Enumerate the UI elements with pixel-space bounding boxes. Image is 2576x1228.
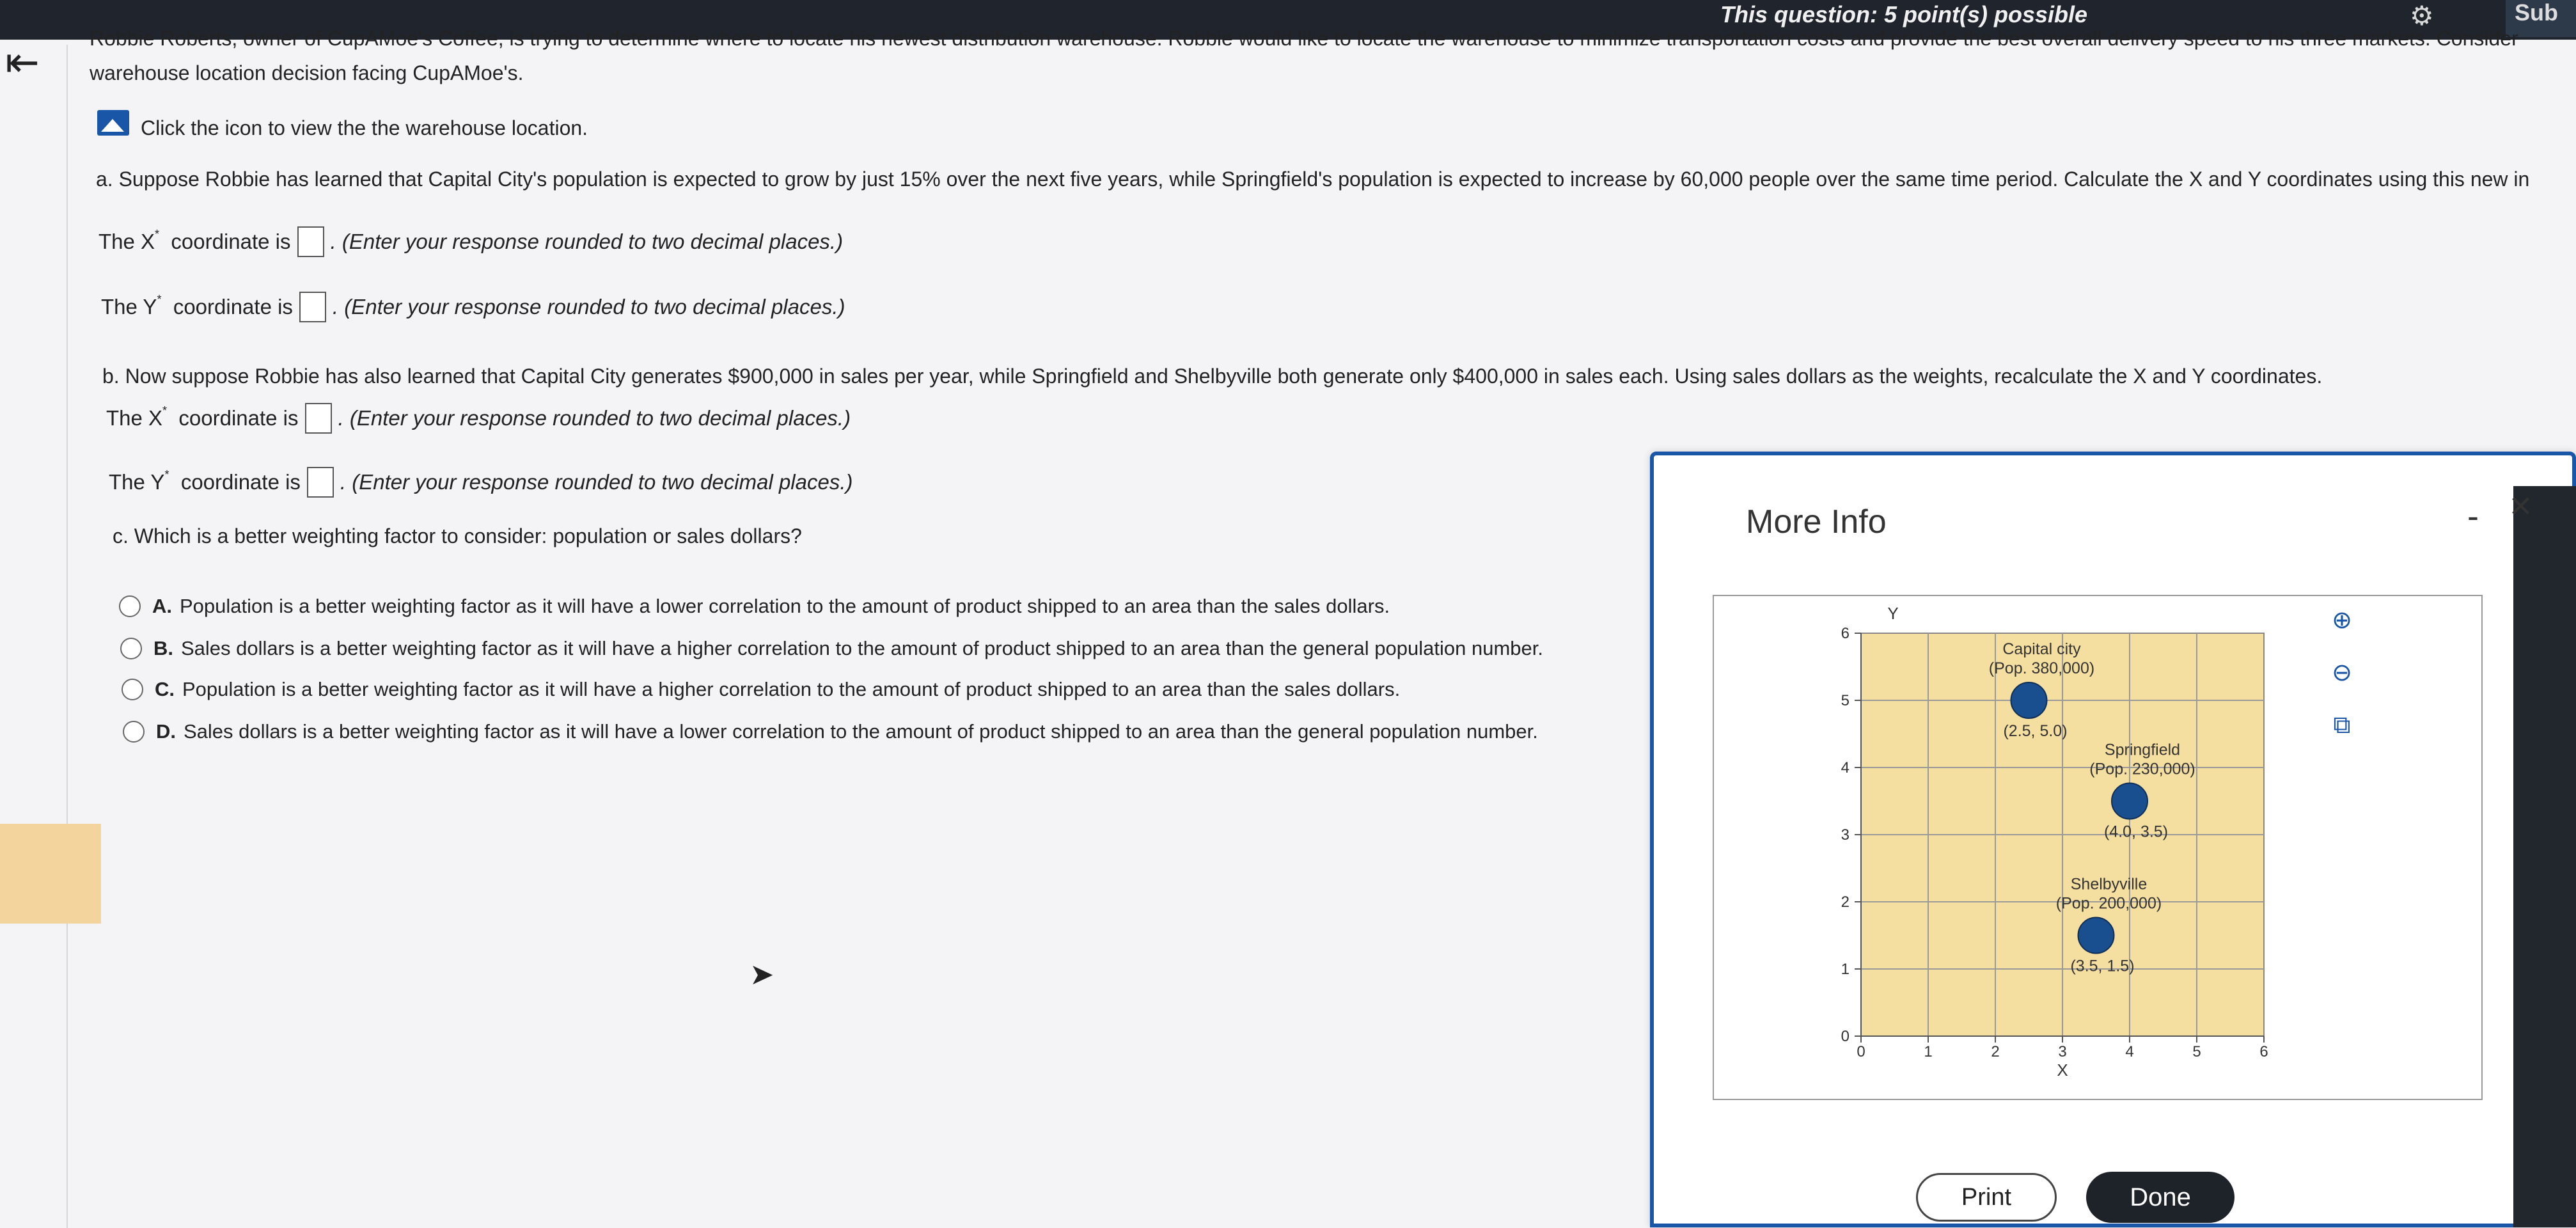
option-text: Sales dollars is a better weighting factor as it will have a higher correlation to the amount of product shipped to an area than the general population number. — [181, 637, 1543, 659]
point-coordinate-label: (2.5, 5.0) — [2003, 722, 2068, 740]
external-link-icon[interactable]: ⧉ — [2333, 712, 2351, 739]
dialog-scrollbar[interactable] — [2513, 486, 2576, 1227]
coord-label: coordinate is — [173, 295, 293, 319]
option-letter: D. — [156, 720, 176, 743]
y-tick-label: 1 — [1841, 961, 1850, 978]
x-tick-label: 5 — [2192, 1043, 2201, 1060]
y-label: The Y — [109, 470, 165, 494]
option-letter: C. — [155, 678, 175, 700]
y-tick-label: 3 — [1841, 826, 1850, 844]
part-a-question: a. Suppose Robbie has learned that Capital City's population is expected to grow by just 15% over the next five years, while Springfield's population is expected to increase by 60,000 people over the same time period. Calculate the X and Y coordinates using this new in — [96, 168, 2530, 191]
y-tick-label: 2 — [1841, 893, 1850, 911]
close-button[interactable]: × — [2509, 484, 2533, 527]
location-marker — [2011, 682, 2047, 718]
option-text: Population is a better weighting factor as it will have a lower correlation to the amount of product shipped to an area than the sales dollars. — [180, 595, 1390, 617]
part-a-x-row — [98, 226, 843, 257]
gear-icon[interactable]: ⚙ — [2410, 1, 2434, 31]
done-button[interactable]: Done — [2086, 1172, 2234, 1223]
option-b[interactable] — [120, 637, 1543, 660]
minimize-button[interactable]: - — [2467, 497, 2479, 535]
point-name-label: Capital city — [2002, 640, 2081, 658]
left-accent-bar — [0, 824, 101, 924]
y-label: The Y — [101, 295, 157, 319]
zoom-in-icon[interactable]: ⊕ — [2332, 607, 2352, 634]
radio-button[interactable] — [122, 679, 143, 700]
x-tick-label: 6 — [2259, 1043, 2268, 1060]
option-d[interactable] — [123, 720, 1538, 743]
x-tick-label: 4 — [2125, 1043, 2134, 1060]
star: * — [164, 468, 169, 481]
dialog-title: More Info — [1746, 503, 1887, 540]
x-tick-label: 2 — [1991, 1043, 2000, 1060]
point-name-label: Springfield — [2104, 741, 2181, 759]
icon-prompt: Click the icon to view the the warehouse location. — [141, 116, 588, 139]
option-text: Sales dollars is a better weighting factor as it will have a lower correlation to the amount of product shipped to an area than the general population number. — [184, 720, 1538, 743]
point-population-label: (Pop. 200,000) — [2055, 894, 2162, 913]
part-b-question: b. Now suppose Robbie has also learned that Capital City generates $900,000 in sales per year, while Springfield and Shelbyville both generate only $400,000 in sales each. Using sales dollars as the weights, recalculate the X and Y coordinates. — [102, 365, 2323, 388]
location-chart — [1765, 595, 2328, 1094]
option-text: Population is a better weighting factor as it will have a higher correlation to the amount of product shipped to an area than the sales dollars. — [182, 678, 1401, 700]
point-name-label: Shelbyville — [2070, 875, 2148, 893]
x-tick-label: 3 — [2058, 1043, 2067, 1060]
x-label: The X — [106, 406, 163, 430]
part-b-y-row — [109, 467, 853, 498]
star: * — [162, 404, 168, 417]
print-button[interactable]: Print — [1916, 1173, 2057, 1222]
coord-label: coordinate is — [180, 470, 301, 494]
radio-button[interactable] — [120, 638, 142, 659]
intro-line-1: Robbie Roberts, owner of CupAMoe's Coffee, is trying to determine where to locate his newest distribution warehouse. Robbie would like to locate the warehouse to minimize transportation costs and provide the best overall delivery speed to his three markets. Consider — [90, 27, 2518, 50]
coord-label: coordinate is — [178, 406, 299, 430]
left-divider — [67, 45, 68, 1228]
y-tick-label: 5 — [1841, 692, 1850, 709]
x-label: The X — [98, 230, 155, 253]
option-letter: A. — [152, 595, 172, 617]
hint: . (Enter your response rounded to two decimal places.) — [338, 406, 851, 430]
point-population-label: (Pop. 230,000) — [2089, 760, 2195, 778]
part-a-y-input[interactable] — [299, 292, 326, 322]
point-coordinate-label: (3.5, 1.5) — [2070, 957, 2135, 975]
star: * — [157, 292, 162, 306]
part-a-x-input[interactable] — [297, 226, 324, 257]
zoom-out-icon[interactable]: ⊖ — [2332, 659, 2352, 686]
submit-button[interactable]: Sub — [2506, 0, 2576, 37]
hint: . (Enter your response rounded to two decimal places.) — [332, 295, 845, 319]
hint: . (Enter your response rounded to two decimal places.) — [340, 470, 853, 494]
part-b-x-row — [106, 403, 851, 434]
location-marker — [2078, 918, 2114, 954]
part-b-y-input[interactable] — [307, 467, 334, 498]
part-b-x-input[interactable] — [305, 403, 332, 434]
y-tick-label: 0 — [1841, 1028, 1850, 1045]
location-marker — [2112, 783, 2148, 819]
intro-line-2: warehouse location decision facing CupAMoe's. — [90, 61, 524, 84]
x-tick-label: 1 — [1924, 1043, 1933, 1060]
part-a-y-row — [101, 292, 845, 322]
y-tick-label: 6 — [1841, 625, 1850, 642]
question-points: This question: 5 point(s) possible — [1720, 1, 2088, 28]
radio-button[interactable] — [119, 595, 141, 617]
hint: . (Enter your response rounded to two decimal places.) — [330, 230, 844, 253]
x-axis-label: X — [2057, 1060, 2068, 1080]
coord-label: coordinate is — [171, 230, 291, 253]
star: * — [155, 227, 160, 240]
zoom-tools — [2327, 605, 2357, 762]
option-a[interactable] — [119, 595, 1390, 618]
back-arrow-icon[interactable]: ⇤ — [5, 39, 40, 85]
option-letter: B. — [153, 637, 173, 659]
part-c-question: c. Which is a better weighting factor to consider: population or sales dollars? — [113, 524, 802, 547]
point-coordinate-label: (4.0, 3.5) — [2103, 823, 2169, 841]
y-tick-label: 4 — [1841, 759, 1850, 776]
option-c[interactable] — [122, 678, 1400, 701]
point-population-label: (Pop. 380,000) — [1988, 659, 2095, 677]
mouse-cursor-icon: ➤ — [750, 957, 774, 991]
y-axis-label: Y — [1887, 604, 1899, 623]
x-tick-label: 0 — [1857, 1043, 1865, 1060]
image-icon[interactable] — [97, 110, 129, 136]
radio-button[interactable] — [123, 721, 145, 743]
